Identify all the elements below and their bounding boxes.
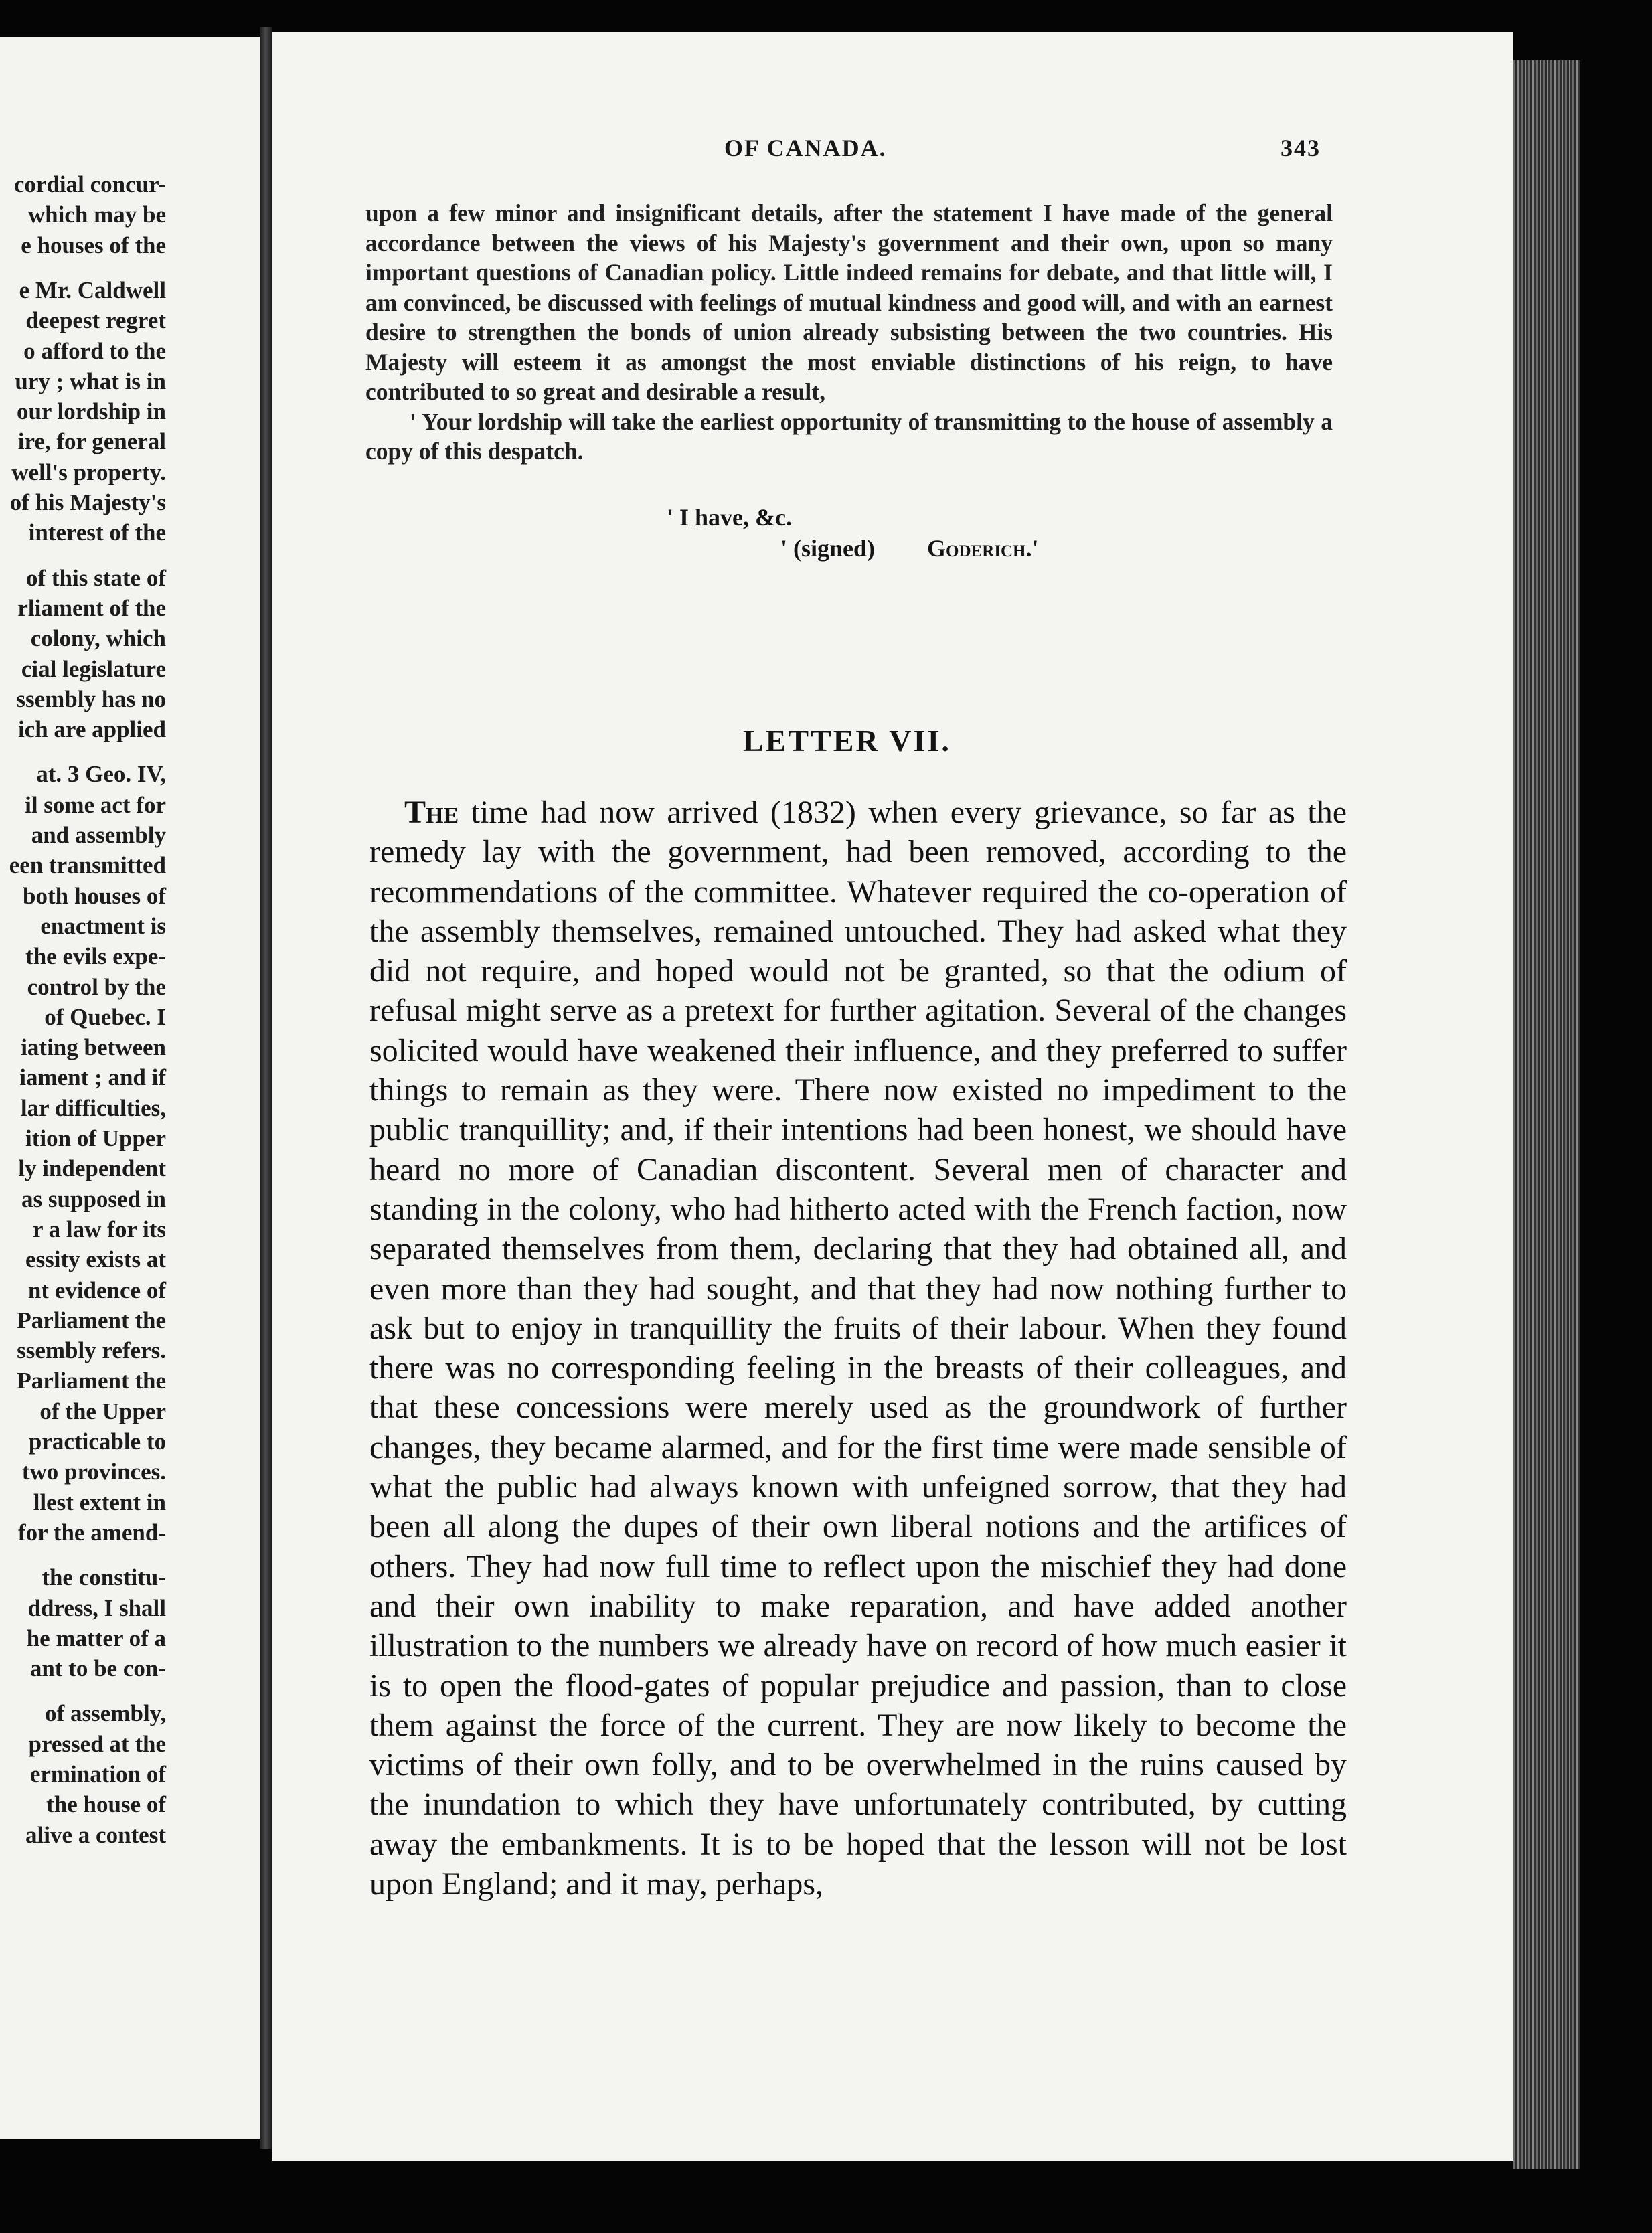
left-page-line: nt evidence of xyxy=(27,1276,166,1303)
page-edges xyxy=(1513,60,1580,2169)
quote-closing: ' I have, &c. xyxy=(667,504,792,531)
left-page-line: practicable to xyxy=(28,1428,166,1455)
left-page-line: iating between xyxy=(21,1034,166,1061)
left-page-line: iament ; and if xyxy=(19,1064,166,1091)
left-page-line: e houses of the xyxy=(21,232,166,258)
drop-word: The xyxy=(404,795,459,830)
left-page-line: our lordship in xyxy=(16,398,166,425)
letter-paragraph xyxy=(369,793,1347,1904)
left-page-line: of the Upper xyxy=(39,1398,166,1424)
left-page-line: een transmitted xyxy=(9,852,166,879)
left-page-line: ly independent xyxy=(18,1155,166,1182)
left-page-line: pressed at the xyxy=(28,1730,166,1757)
quote-signed-line xyxy=(780,534,1038,562)
left-page-line: ich are applied xyxy=(17,716,166,743)
letter-body xyxy=(369,793,1347,1904)
left-page-line: ermination of xyxy=(29,1761,166,1787)
left-page-line: ssembly has no xyxy=(16,685,166,712)
left-page-line: the house of xyxy=(46,1791,166,1818)
left-page-line: of assembly, xyxy=(45,1700,166,1727)
left-page-line: control by the xyxy=(27,973,166,1000)
left-page-line: rliament of the xyxy=(17,594,166,621)
left-page-line: colony, which xyxy=(30,625,166,652)
left-page-line: Parliament the xyxy=(17,1307,166,1333)
quote-paragraph-1: upon a few minor and insignificant details, after the statement I have made of the general accordance between the views of his Majesty's government and their own, upon so many important questions of Canadian policy. Little indeed remains for debate, and that little will, I am convinced, be discussed with feelings of mutual kindness and good will, and with an earnest desire to strengthen the bonds of union already subsisting between the two countries. His Majesty will esteem it as amongst the most enviable distinctions of his reign, to have contributed to so great and desirable a result, xyxy=(365,199,1333,405)
left-page-line: lar difficulties, xyxy=(20,1094,166,1121)
left-page-line: and assembly xyxy=(31,822,166,848)
book-gutter xyxy=(260,27,272,2149)
left-page-line: the evils expe- xyxy=(25,943,166,970)
left-page-line: well's property. xyxy=(11,459,166,485)
left-page-line: both houses of xyxy=(23,882,166,909)
letter-body-text: time had now arrived (1832) when every grievance, so far as the remedy lay with the government, had been removed, according to the recommendations of the committee. Whatever required the co-operation of the assembly themselves, remained untouched. They had asked what they did not require, and hoped would not be granted, so that the odium of refusal might serve as a pretext for further agitation. Several of the changes solicited would have weakened their influence, and they preferred to suffer things to remain as they were. There now existed no impediment to the public tranquillity; and, if their intentions had been honest, we should have heard no more of Canadian discontent. Several men of character and standing in the colony, who had hitherto acted with the French faction, now separated themselves from them, declaring that they had obtained all, and even more than they had sought, and that they had now nothing further to ask but to enjoy in tranquillity the fruits of their labour. When they found there was no corresponding feeling in the breasts of their colleagues, and that these concessions were merely used as the groundwork of further changes, they became alarmed, and for the first time were made sensible of what the public had always known with unfeigned sorrow, that they had been all along the dupes of their own liberal notions and the artifices of others. They had now full time to reflect upon the mischief they had done and their own inability to make reparation, and have added another illustration to the numbers we already have on record of how much easier it is to open the flood-gates of popular prejudice and passion, than to close them against the force of the current. They are now likely to become the victims of their own folly, and to be overwhelmed in the ruins caused by the inundation to which they have unfortunately contributed, by cutting away the embankments. It is to be hoped that the lesson will not be lost upon England; and it may, perhaps, xyxy=(369,795,1347,1902)
left-page-line: ddress, I shall xyxy=(27,1594,166,1621)
page-number: 343 xyxy=(1281,135,1321,161)
left-page-line: ssembly refers. xyxy=(17,1337,166,1364)
quote-paragraph-2: ' Your lordship will take the earliest opportunity of transmitting to the house of assembly a copy of this despatch. xyxy=(365,408,1333,465)
left-page-line: o afford to the xyxy=(23,337,166,364)
left-page-line: ition of Upper xyxy=(25,1125,166,1151)
signature-goderich: Goderich.' xyxy=(927,535,1039,562)
left-page-line: of his Majesty's xyxy=(9,489,166,515)
left-page-line: r a law for its xyxy=(33,1216,166,1242)
left-page-line: cial legislature xyxy=(21,655,166,682)
left-page-line: Parliament the xyxy=(17,1368,166,1394)
left-page-line: ire, for general xyxy=(17,428,166,455)
left-page-line: at. 3 Geo. IV, xyxy=(36,761,166,788)
left-page-line: llest extent in xyxy=(33,1489,166,1515)
left-page-line: interest of the xyxy=(28,519,166,546)
running-head-title: OF CANADA. xyxy=(724,135,887,161)
left-page-line: of this state of xyxy=(26,564,166,591)
left-page-line: which may be xyxy=(27,201,166,228)
left-page-line: il some act for xyxy=(25,791,166,818)
quoted-despatch xyxy=(365,198,1333,467)
left-page-line: essity exists at xyxy=(25,1246,166,1273)
left-page-line: ant to be con- xyxy=(29,1655,166,1682)
left-page-line: deepest regret xyxy=(25,307,166,334)
left-page-line: ury ; what is in xyxy=(15,367,166,394)
letter-heading: LETTER VII. xyxy=(743,724,951,758)
left-page-line: for the amend- xyxy=(18,1519,166,1546)
left-page-line: two provinces. xyxy=(21,1459,166,1485)
signed-label: ' (signed) xyxy=(780,535,876,562)
left-page-line: he matter of a xyxy=(26,1625,166,1651)
left-page-line: as supposed in xyxy=(21,1185,166,1212)
left-page-line: enactment is xyxy=(40,912,166,939)
left-page-line: the constitu- xyxy=(42,1564,166,1591)
left-page-line: of Quebec. I xyxy=(44,1003,166,1030)
left-page-line: e Mr. Caldwell xyxy=(19,276,166,303)
left-page-fragment xyxy=(0,37,260,2139)
left-page-line: cordial concur- xyxy=(13,171,166,197)
left-page-line: alive a contest xyxy=(25,1821,166,1848)
